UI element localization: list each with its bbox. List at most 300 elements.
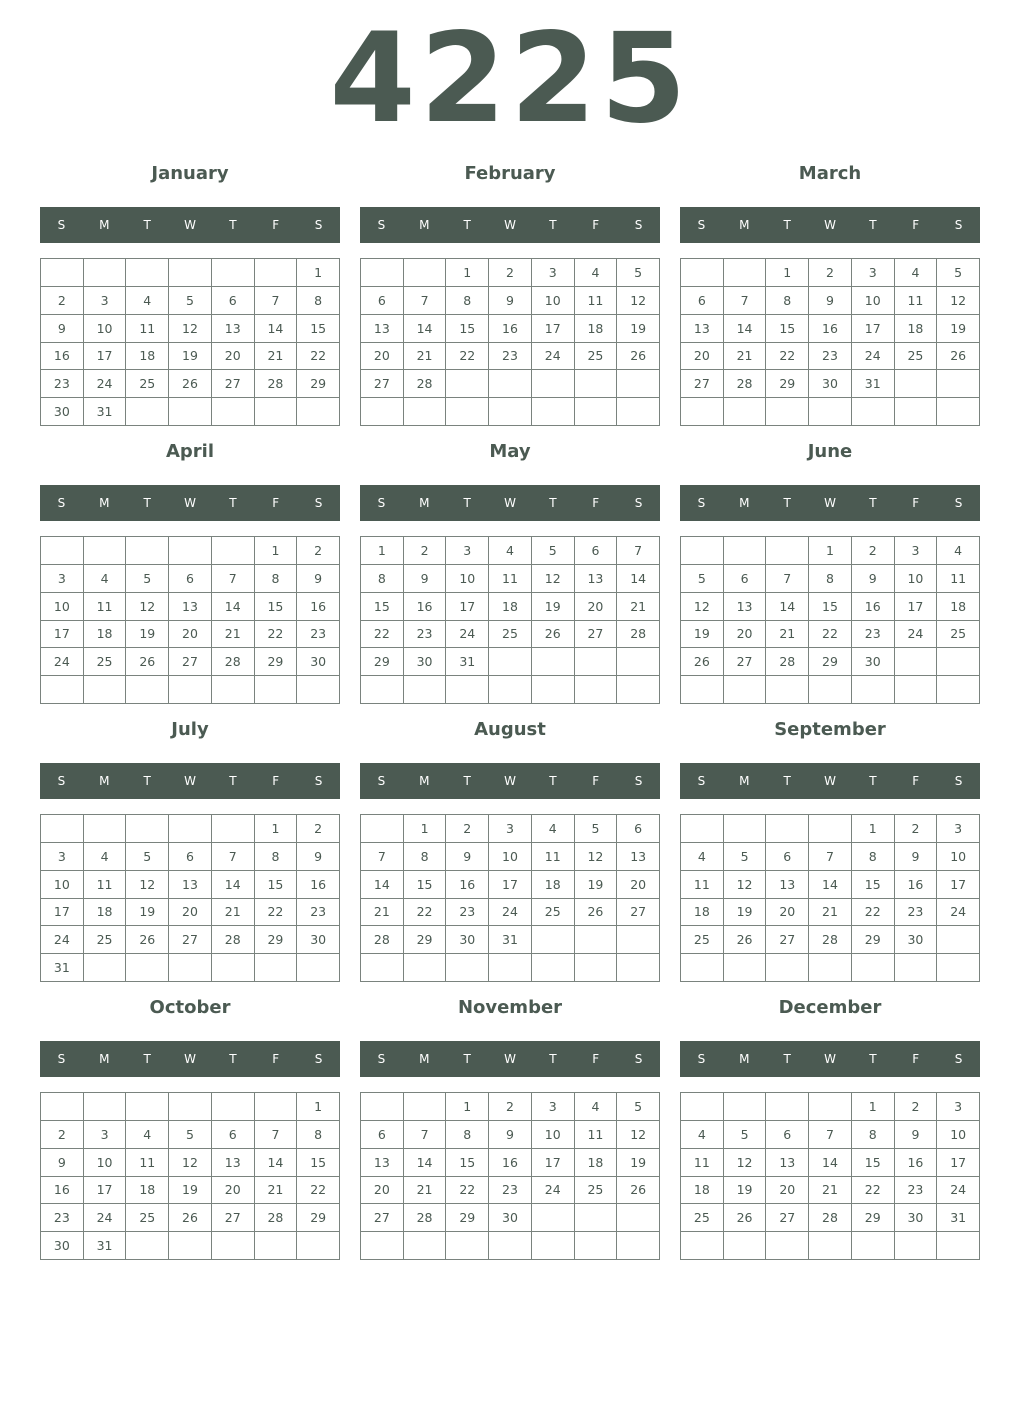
day-cell: 21 [404,343,447,371]
weekday-label: T [783,1052,791,1066]
day-cell: 31 [937,1204,980,1232]
weekday-label: S [954,218,963,232]
day-cell: 24 [41,926,84,954]
day-cell: 30 [809,370,852,398]
day-cell: 6 [169,843,212,871]
day-cell: 19 [681,621,724,649]
day-cell: 4 [937,537,980,565]
weekday-label: M [419,496,430,510]
weekday-label: W [504,774,516,788]
day-cell: 24 [446,621,489,649]
weekday-label: T [783,774,791,788]
empty-cell [255,1093,298,1121]
day-cell: 4 [126,1121,169,1149]
weekday-label: S [697,218,706,232]
day-cell: 19 [532,593,575,621]
day-cell: 27 [361,370,404,398]
day-cell: 21 [724,343,767,371]
empty-cell [575,370,618,398]
empty-cell [212,954,255,982]
day-cell: 29 [852,926,895,954]
day-cell: 4 [84,843,127,871]
day-cell: 18 [575,315,618,343]
day-cell: 15 [446,1149,489,1177]
day-cell: 10 [446,565,489,593]
day-cell: 11 [575,287,618,315]
day-cell: 28 [809,926,852,954]
day-cell: 25 [681,1204,724,1232]
day-cell: 25 [84,648,127,676]
day-cell: 27 [575,621,618,649]
weekday-label: S [57,218,66,232]
empty-cell [126,815,169,843]
empty-cell [895,398,938,426]
day-cell: 6 [681,287,724,315]
day-cell: 30 [297,648,340,676]
day-cell: 14 [809,1149,852,1177]
weekday-label: W [504,1052,516,1066]
empty-cell [126,398,169,426]
empty-cell [361,259,404,287]
day-cell: 30 [297,926,340,954]
day-cell: 2 [489,259,532,287]
empty-cell [575,648,618,676]
day-cell: 10 [41,593,84,621]
day-cell: 30 [404,648,447,676]
day-cell: 5 [126,843,169,871]
day-cell: 31 [84,1232,127,1260]
day-cell: 2 [852,537,895,565]
weekday-label: S [634,1052,643,1066]
empty-cell [575,954,618,982]
day-cell: 24 [84,1204,127,1232]
weekday-label: S [57,1052,66,1066]
empty-cell [446,398,489,426]
empty-cell [41,676,84,704]
day-cell: 13 [169,871,212,899]
weekday-label: M [739,774,750,788]
empty-cell [681,954,724,982]
day-cell: 11 [895,287,938,315]
day-cell: 8 [404,843,447,871]
day-cell: 25 [532,899,575,927]
weekday-label: T [143,774,151,788]
empty-cell [126,954,169,982]
day-cell: 21 [809,899,852,927]
day-cell: 12 [575,843,618,871]
weekday-label: T [463,218,471,232]
empty-cell [575,926,618,954]
empty-cell [489,676,532,704]
day-cell: 2 [489,1093,532,1121]
empty-cell [724,1093,767,1121]
month-name: October [149,997,231,1018]
weekday-label: S [634,496,643,510]
day-cell: 16 [404,593,447,621]
empty-cell [532,954,575,982]
day-cell: 14 [404,315,447,343]
weekday-label: F [272,218,280,232]
day-cell: 6 [361,1121,404,1149]
day-cell: 12 [681,593,724,621]
day-cell: 27 [169,926,212,954]
empty-cell [809,398,852,426]
day-cell: 30 [41,398,84,426]
weekday-label: M [99,774,110,788]
day-cell: 28 [809,1204,852,1232]
day-cell: 28 [724,370,767,398]
day-cell: 11 [532,843,575,871]
day-cell: 3 [41,843,84,871]
day-cell: 21 [766,621,809,649]
day-cell: 9 [489,287,532,315]
day-cell: 28 [212,648,255,676]
weekday-label: F [592,1052,600,1066]
day-cell: 16 [297,871,340,899]
day-cell: 7 [255,1121,298,1149]
day-cell: 27 [724,648,767,676]
day-cell: 12 [532,565,575,593]
day-cell: 29 [361,648,404,676]
day-grid [680,258,980,426]
day-cell: 17 [41,899,84,927]
day-cell: 4 [681,1121,724,1149]
empty-cell [169,1093,212,1121]
day-cell: 28 [617,621,660,649]
day-cell: 22 [852,1177,895,1205]
weekday-label: S [377,496,386,510]
day-cell: 3 [895,537,938,565]
day-cell: 15 [404,871,447,899]
day-cell: 15 [852,1149,895,1177]
day-cell: 24 [532,343,575,371]
month-name: August [474,719,546,740]
day-cell: 19 [169,343,212,371]
day-cell: 21 [361,899,404,927]
day-cell: 10 [937,843,980,871]
day-cell: 14 [212,593,255,621]
day-cell: 27 [212,370,255,398]
day-cell: 15 [361,593,404,621]
weekday-label: T [143,496,151,510]
day-cell: 26 [724,926,767,954]
day-cell: 26 [126,648,169,676]
day-cell: 15 [255,871,298,899]
day-cell: 14 [255,315,298,343]
day-cell: 30 [895,1204,938,1232]
weekday-header [360,1041,660,1077]
empty-cell [126,676,169,704]
day-cell: 13 [766,1149,809,1177]
empty-cell [169,259,212,287]
day-cell: 28 [361,926,404,954]
day-cell: 6 [724,565,767,593]
empty-cell [766,537,809,565]
day-cell: 23 [895,1177,938,1205]
day-cell: 6 [575,537,618,565]
day-cell: 24 [84,370,127,398]
month-name: September [774,719,886,740]
empty-cell [681,676,724,704]
empty-cell [809,1232,852,1260]
empty-cell [532,370,575,398]
day-cell: 25 [575,1177,618,1205]
day-cell: 5 [532,537,575,565]
empty-cell [937,676,980,704]
empty-cell [681,1232,724,1260]
empty-cell [446,1232,489,1260]
empty-cell [532,398,575,426]
day-cell: 5 [169,1121,212,1149]
day-cell: 14 [809,871,852,899]
day-cell: 24 [937,899,980,927]
day-cell: 29 [297,370,340,398]
day-cell: 27 [169,648,212,676]
weekday-label: S [377,1052,386,1066]
day-cell: 17 [446,593,489,621]
day-cell: 15 [852,871,895,899]
empty-cell [446,954,489,982]
day-cell: 1 [361,537,404,565]
empty-cell [169,815,212,843]
day-cell: 7 [809,1121,852,1149]
day-cell: 4 [895,259,938,287]
weekday-header [360,763,660,799]
empty-cell [681,815,724,843]
day-cell: 25 [681,926,724,954]
day-cell: 17 [937,871,980,899]
day-cell: 23 [297,621,340,649]
empty-cell [255,398,298,426]
day-cell: 11 [937,565,980,593]
day-cell: 10 [84,1149,127,1177]
day-cell: 20 [724,621,767,649]
day-cell: 22 [255,899,298,927]
weekday-label: S [314,218,323,232]
day-cell: 24 [895,621,938,649]
day-cell: 3 [446,537,489,565]
weekday-label: S [954,496,963,510]
day-cell: 27 [617,899,660,927]
weekday-label: S [697,1052,706,1066]
day-cell: 17 [532,1149,575,1177]
day-cell: 13 [212,315,255,343]
day-cell: 29 [446,1204,489,1232]
empty-cell [126,1232,169,1260]
day-cell: 15 [766,315,809,343]
weekday-label: T [463,496,471,510]
day-cell: 19 [169,1177,212,1205]
day-cell: 15 [255,593,298,621]
day-cell: 12 [617,287,660,315]
weekday-label: T [229,218,237,232]
weekday-label: T [463,1052,471,1066]
weekday-label: T [463,774,471,788]
day-cell: 22 [446,1177,489,1205]
empty-cell [681,1093,724,1121]
day-cell: 21 [617,593,660,621]
empty-cell [617,1204,660,1232]
day-cell: 4 [575,1093,618,1121]
day-cell: 26 [937,343,980,371]
day-cell: 24 [852,343,895,371]
day-cell: 4 [532,815,575,843]
empty-cell [532,926,575,954]
day-cell: 5 [724,1121,767,1149]
empty-cell [489,1232,532,1260]
day-cell: 15 [297,315,340,343]
empty-cell [489,398,532,426]
day-cell: 30 [41,1232,84,1260]
day-cell: 23 [297,899,340,927]
empty-cell [766,815,809,843]
day-cell: 26 [575,899,618,927]
empty-cell [681,259,724,287]
empty-cell [532,1204,575,1232]
empty-cell [937,648,980,676]
weekday-label: W [184,218,196,232]
day-cell: 17 [41,621,84,649]
day-cell: 16 [489,315,532,343]
day-cell: 22 [446,343,489,371]
weekday-label: T [869,218,877,232]
day-cell: 4 [681,843,724,871]
day-cell: 23 [404,621,447,649]
weekday-label: M [739,218,750,232]
day-cell: 13 [617,843,660,871]
day-cell: 27 [681,370,724,398]
day-cell: 20 [766,899,809,927]
empty-cell [937,1232,980,1260]
empty-cell [852,1232,895,1260]
empty-cell [84,954,127,982]
month-name: May [489,441,531,462]
day-cell: 3 [84,287,127,315]
day-cell: 29 [255,648,298,676]
day-cell: 27 [361,1204,404,1232]
weekday-label: S [57,496,66,510]
day-cell: 8 [297,287,340,315]
weekday-label: W [824,218,836,232]
empty-cell [766,954,809,982]
day-cell: 3 [937,815,980,843]
day-cell: 5 [724,843,767,871]
day-cell: 5 [126,565,169,593]
day-cell: 26 [532,621,575,649]
weekday-label: F [912,1052,920,1066]
day-cell: 3 [852,259,895,287]
day-cell: 18 [895,315,938,343]
day-cell: 9 [297,843,340,871]
day-cell: 16 [489,1149,532,1177]
day-cell: 16 [41,1177,84,1205]
empty-cell [446,370,489,398]
empty-cell [212,259,255,287]
day-cell: 17 [852,315,895,343]
day-cell: 2 [41,287,84,315]
weekday-label: M [99,496,110,510]
empty-cell [404,676,447,704]
day-cell: 13 [575,565,618,593]
day-cell: 26 [126,926,169,954]
weekday-label: S [697,774,706,788]
day-cell: 18 [681,1177,724,1205]
weekday-header [360,207,660,243]
day-grid [680,536,980,704]
weekday-label: S [314,1052,323,1066]
day-cell: 17 [895,593,938,621]
day-cell: 16 [297,593,340,621]
empty-cell [766,398,809,426]
day-cell: 9 [895,1121,938,1149]
day-cell: 23 [41,370,84,398]
empty-cell [724,676,767,704]
empty-cell [255,259,298,287]
weekday-label: M [739,1052,750,1066]
day-cell: 22 [404,899,447,927]
weekday-header [40,1041,340,1077]
day-cell: 29 [297,1204,340,1232]
weekday-label: S [697,496,706,510]
day-cell: 29 [809,648,852,676]
empty-cell [724,537,767,565]
day-cell: 9 [489,1121,532,1149]
day-cell: 8 [361,565,404,593]
day-cell: 15 [446,315,489,343]
empty-cell [169,398,212,426]
weekday-label: F [592,218,600,232]
day-cell: 16 [895,871,938,899]
day-cell: 4 [84,565,127,593]
empty-cell [937,954,980,982]
day-cell: 26 [169,1204,212,1232]
day-cell: 19 [575,871,618,899]
empty-cell [361,1232,404,1260]
day-cell: 22 [297,343,340,371]
day-grid [680,814,980,982]
day-cell: 11 [126,1149,169,1177]
weekday-label: W [504,496,516,510]
weekday-label: F [272,774,280,788]
day-cell: 4 [489,537,532,565]
empty-cell [724,815,767,843]
day-cell: 17 [532,315,575,343]
day-cell: 14 [617,565,660,593]
day-cell: 23 [446,899,489,927]
day-cell: 18 [575,1149,618,1177]
weekday-label: T [869,496,877,510]
day-cell: 23 [41,1204,84,1232]
day-cell: 9 [446,843,489,871]
empty-cell [681,398,724,426]
day-cell: 1 [297,259,340,287]
weekday-header [40,763,340,799]
weekday-label: F [592,774,600,788]
day-cell: 23 [809,343,852,371]
day-cell: 21 [212,899,255,927]
empty-cell [255,676,298,704]
weekday-label: W [824,496,836,510]
day-cell: 22 [361,621,404,649]
day-cell: 19 [724,1177,767,1205]
weekday-label: M [739,496,750,510]
empty-cell [297,954,340,982]
weekday-label: W [184,496,196,510]
day-cell: 10 [532,1121,575,1149]
empty-cell [126,1093,169,1121]
day-cell: 31 [446,648,489,676]
day-cell: 20 [681,343,724,371]
